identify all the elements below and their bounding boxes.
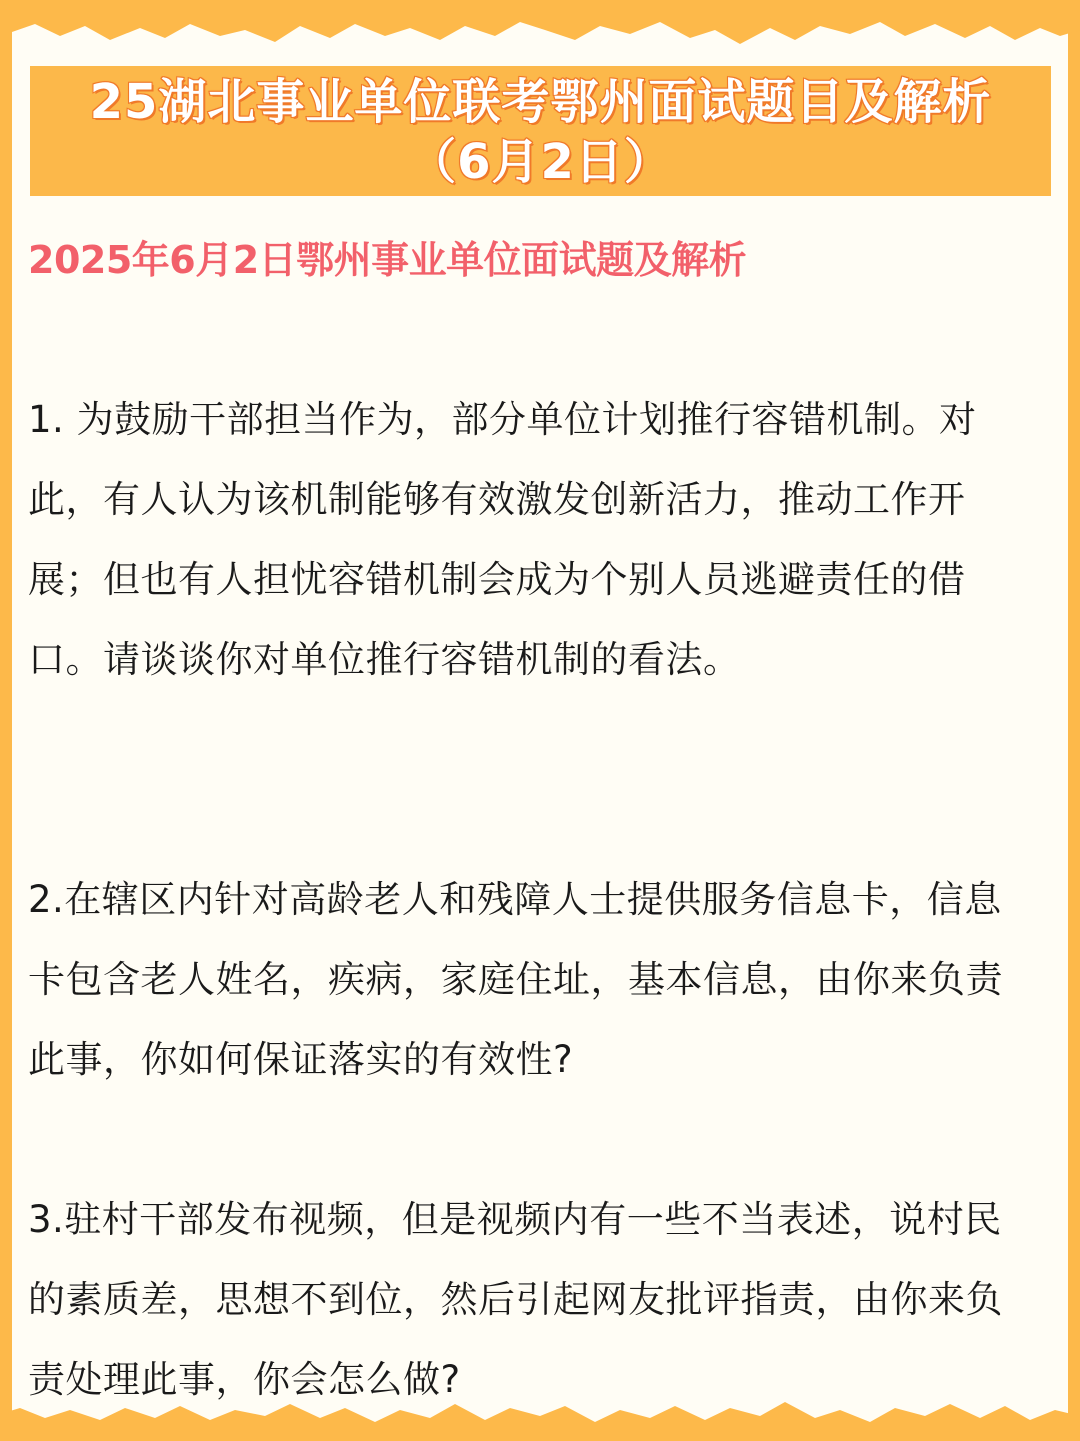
page-title-line-2: （6月2日） xyxy=(408,134,673,190)
page-title-line-1: 25湖北事业单位联考鄂州面试题目及解析 xyxy=(89,74,992,130)
title-banner xyxy=(30,66,1051,196)
question-3: 3.驻村干部发布视频，但是视频内有一些不当表述，说村民的素质差，思想不到位，然后引起网友批评指责，由你来负责处理此事，你会怎么做? xyxy=(28,1198,1003,1401)
question-2: 2.在辖区内针对高龄老人和残障人士提供服务信息卡，信息卡包含老人姓名，疾病，家庭住址，基本信息，由你来负责此事，你如何保证落实的有效性? xyxy=(28,878,1003,1081)
question-1: 1. 为鼓励干部担当作为，部分单位计划推行容错机制。对此，有人认为该机制能够有效激发创新活力，推动工作开展；但也有人担忧容错机制会成为个别人员逃避责任的借口。请谈谈你对单位推行容错机制的看法。 xyxy=(28,398,977,681)
page-subtitle: 2025年6月2日鄂州事业单位面试题及解析 xyxy=(28,238,747,282)
